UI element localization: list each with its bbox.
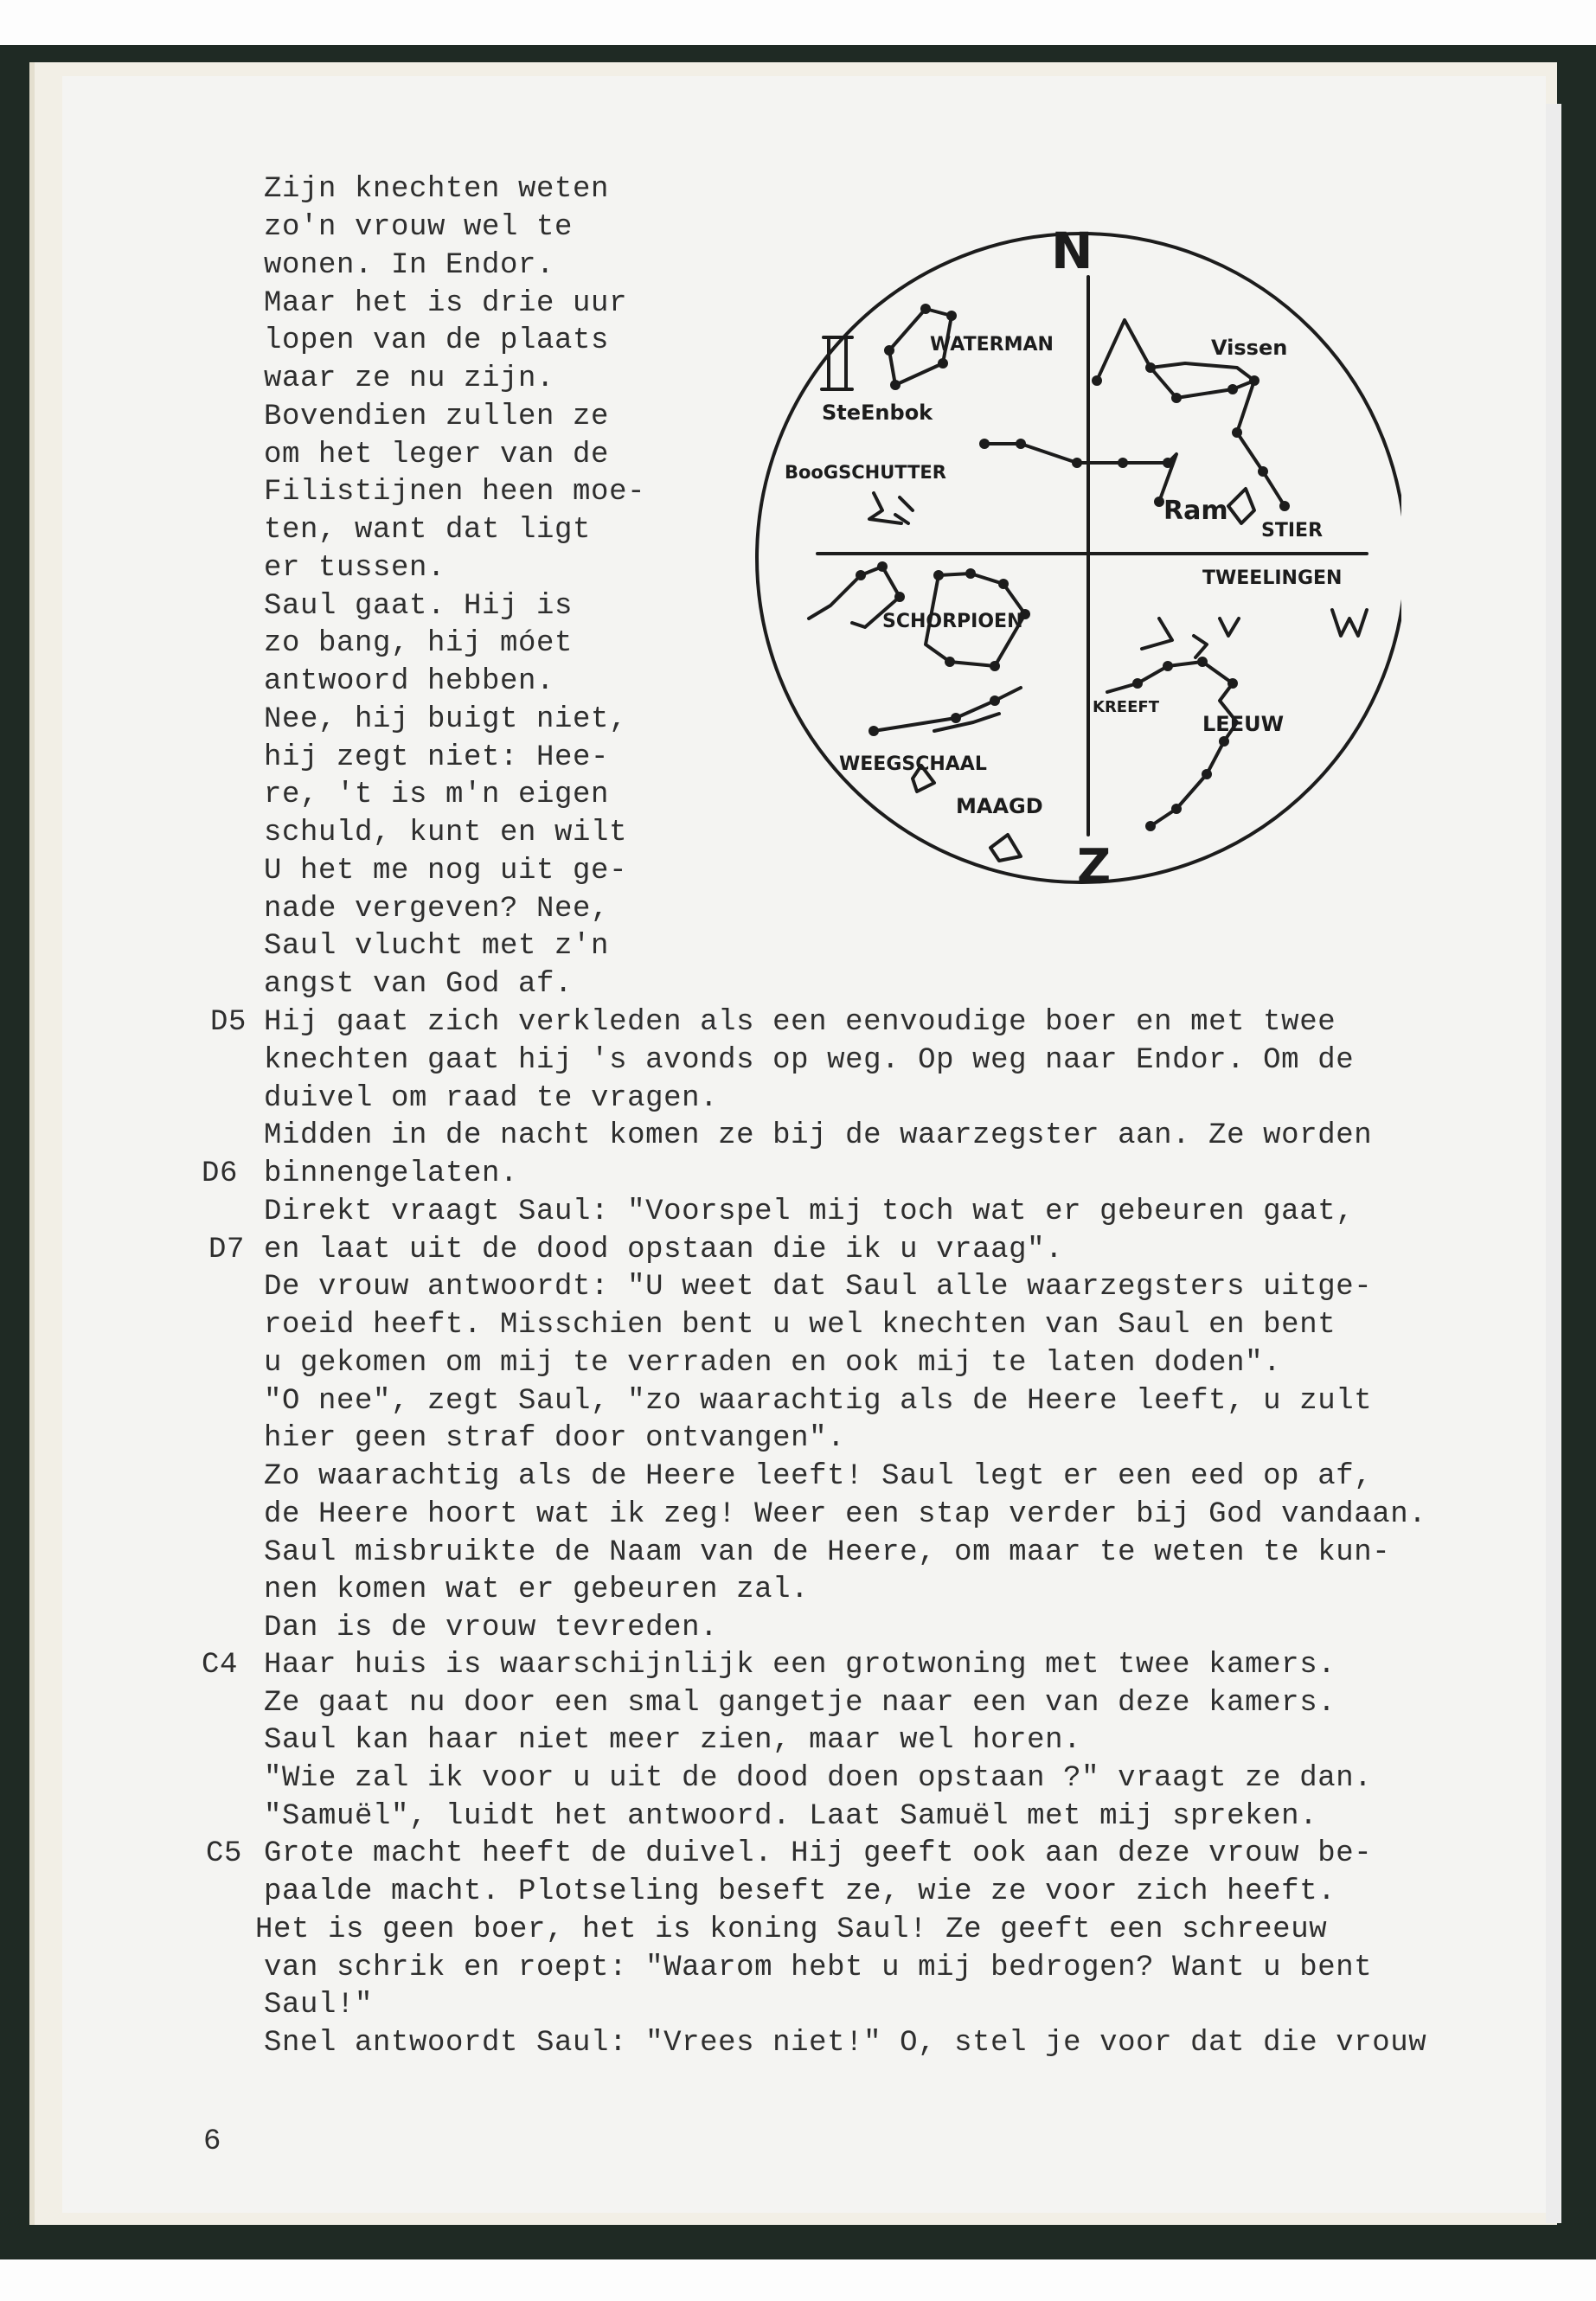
column-line: wonen. In Endor. — [264, 249, 555, 282]
south-label: Z — [1077, 839, 1112, 894]
body-line: Saul kan haar niet meer zien, maar wel horen. — [264, 1724, 1082, 1757]
body-line: "Samuël", luidt het antwoord. Laat Samuël met mij spreken. — [264, 1800, 1318, 1833]
body-line: De vrouw antwoordt: "U weet dat Saul alle waarzegsters uitge- — [264, 1271, 1373, 1304]
column-line: Maar het is drie uur — [264, 287, 628, 320]
schorpioen-label: SCHORPIOEN — [882, 611, 1023, 632]
margin-marker: D7 — [208, 1234, 245, 1266]
margin-marker: D6 — [201, 1157, 238, 1190]
margin-marker: C5 — [205, 1837, 242, 1870]
kreeft-label: KREEFT — [1093, 698, 1159, 716]
body-line: binnengelaten. — [264, 1157, 519, 1190]
column-line: zo'n vrouw wel te — [264, 211, 574, 244]
weegschaal-label: WEEGSCHAAL — [839, 753, 987, 775]
scan-margin-top — [0, 0, 1596, 45]
column-line: nade vergeven? Nee, — [264, 893, 610, 926]
body-line: nen komen wat er gebeuren zal. — [264, 1574, 810, 1606]
body-line: Dan is de vrouw tevreden. — [264, 1612, 719, 1644]
body-line: Zo waarachtig als de Heere leeft! Saul legt er een eed op af, — [264, 1460, 1373, 1493]
body-line: Ze gaat nu door een smal gangetje naar een van deze kamers. — [264, 1687, 1336, 1720]
body-line: knechten gaat hij 's avonds op weg. Op weg naar Endor. Om de — [264, 1044, 1355, 1077]
body-line: duivel om raad te vragen. — [264, 1082, 719, 1115]
steenbok-label: SteEnbok — [822, 401, 933, 425]
ram-sign — [1228, 489, 1254, 523]
column-line: Filistijnen heen moe- — [264, 476, 646, 509]
boogschutter-label: BooGSCHUTTER — [785, 462, 946, 483]
body-line: Grote macht heeft de duivel. Hij geeft ook aan deze vrouw be- — [264, 1837, 1373, 1870]
leeuw-label: LEEUW — [1202, 712, 1285, 736]
waterman-label: WATERMAN — [930, 334, 1054, 356]
column-line: lopen van de plaats — [264, 324, 610, 357]
maagd-label: MAAGD — [956, 794, 1043, 818]
north-label: N — [1051, 221, 1093, 280]
body-line: van schrik en roept: "Waarom hebt u mij bedrogen? Want u bent — [264, 1952, 1373, 1984]
zodiac-circle — [757, 234, 1401, 882]
column-line: U het me nog uit ge- — [264, 855, 628, 888]
body-line: u gekomen om mij te verraden en ook mij te laten doden". — [264, 1347, 1282, 1380]
column-line: Saul gaat. Hij is — [264, 590, 574, 623]
body-line: Het is geen boer, het is koning Saul! Ze geeft een schreeuw — [255, 1913, 1328, 1946]
column-line: zo bang, hij móet — [264, 627, 574, 660]
scan-margin-bottom — [0, 2259, 1596, 2301]
zodiac-illustration — [744, 212, 1401, 895]
body-line: "Wie zal ik voor u uit de dood doen opstaan ?" vraagt ze dan. — [264, 1762, 1373, 1795]
body-line: paalde macht. Plotseling beseft ze, wie ze voor zich heeft. — [264, 1875, 1336, 1908]
page-edge — [1546, 104, 1561, 2223]
vissen-label: Vissen — [1211, 336, 1288, 360]
body-line: Snel antwoordt Saul: "Vrees niet!" O, stel je voor dat die vrouw — [264, 2027, 1427, 2060]
column-line: ten, want dat ligt — [264, 514, 592, 547]
weegschaal-constellation — [934, 714, 999, 731]
page-number: 6 — [203, 2125, 222, 2158]
stier-label: STIER — [1261, 520, 1324, 542]
body-line: Haar huis is waarschijnlijk een grotwoning met twee kamers. — [264, 1649, 1336, 1682]
column-line: er tussen. — [264, 552, 446, 585]
body-line: de Heere hoort wat ik zeg! Weer een stap verder bij God vandaan. — [264, 1498, 1427, 1531]
tweelingen-label: TWEELINGEN — [1202, 567, 1343, 589]
column-line: hij zegt niet: Hee- — [264, 741, 610, 774]
column-line: Saul vlucht met z'n — [264, 930, 610, 963]
column-line: angst van God af. — [264, 968, 574, 1001]
column-line: re, 't is m'n eigen — [264, 779, 610, 811]
body-line: hier geen straf door ontvangen". — [264, 1422, 846, 1455]
ram-label: Ram — [1163, 496, 1228, 526]
tweelingen-sign — [1332, 610, 1367, 636]
column-line: waar ze nu zijn. — [264, 362, 555, 395]
body-line: "O nee", zegt Saul, "zo waarachtig als de Heere leeft, u zult — [264, 1385, 1373, 1418]
column-line: Bovendien zullen ze — [264, 401, 610, 433]
column-line: Nee, hij buigt niet, — [264, 703, 628, 736]
margin-marker: C4 — [201, 1649, 238, 1682]
body-line: Midden in de nacht komen ze bij de waarzegster aan. Ze worden — [264, 1119, 1373, 1152]
body-line: Hij gaat zich verkleden als een eenvoudige boer en met twee — [264, 1006, 1336, 1039]
boogschutter-constellation — [984, 444, 1176, 502]
body-line: en laat uit de dood opstaan die ik u vraag". — [264, 1234, 1064, 1266]
body-line: Direkt vraagt Saul: "Voorspel mij toch wat er gebeuren gaat, — [264, 1195, 1355, 1228]
body-line: Saul!" — [264, 1989, 374, 2022]
body-line: Saul misbruikte de Naam van de Heere, om maar te weten te kun- — [264, 1536, 1391, 1569]
column-line: om het leger van de — [264, 439, 610, 471]
column-line: schuld, kunt en wilt — [264, 817, 628, 849]
kreeft-constellation — [1107, 662, 1202, 692]
column-line: antwoord hebben. — [264, 665, 555, 698]
margin-marker: D5 — [209, 1006, 247, 1039]
body-line: roeid heeft. Misschien bent u wel knechten van Saul en bent — [264, 1309, 1336, 1342]
column-line: Zijn knechten weten — [264, 173, 610, 206]
